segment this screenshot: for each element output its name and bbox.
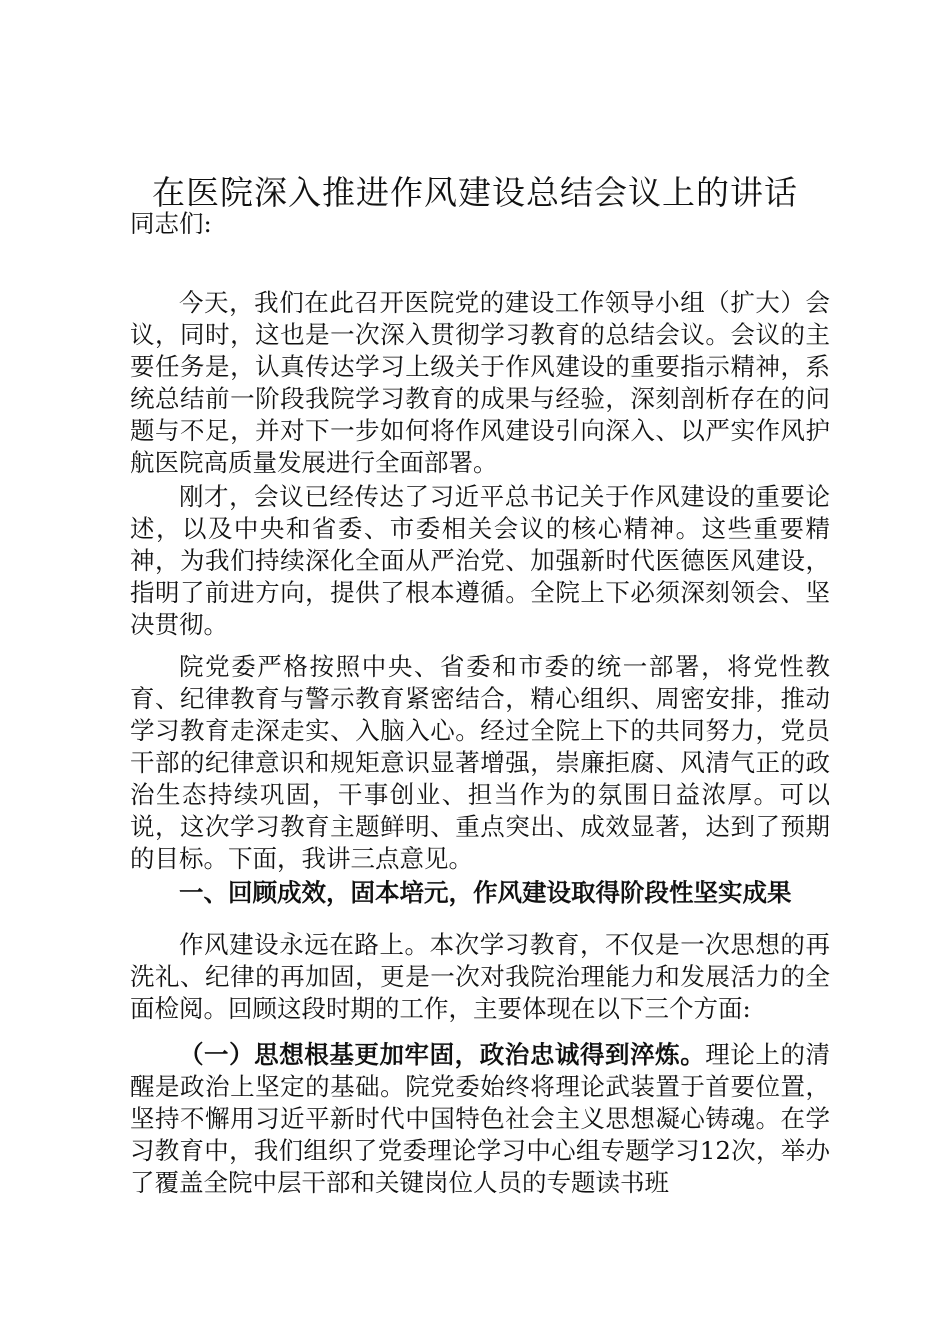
paragraph-conveyed-spirit: 刚才，会议已经传达了习近平总书记关于作风建设的重要论述，以及中央和省委、市委相关会议的核心精神。这些重要精神，为我们持续深化全面从严治党、加强新时代医德医风建设，指明了前进方向，提供了根本遵循。全院上下必须深刻领会、坚决贯彻。 xyxy=(130,482,830,639)
paragraph-sub1 xyxy=(130,1039,830,1199)
paragraph-intro: 今天，我们在此召开医院党的建设工作领导小组（扩大）会议，同时，这也是一次深入贯彻学习教育的总结会议。会议的主要任务是，认真传达学习上级关于作风建设的重要指示精神，系统总结前一阶段我院学习教育的成果与经验，深刻剖析存在的问题与不足，并对下一步如何将作风建设引向深入、以严实作风护航医院高质量发展进行全面部署。 xyxy=(130,288,830,477)
section-heading-1: 一、回顾成效，固本培元，作风建设取得阶段性坚实成果 xyxy=(179,878,792,907)
sub-heading-1: （一）思想根基更加牢固，政治忠诚得到淬炼。 xyxy=(179,1040,706,1069)
document-title: 在医院深入推进作风建设总结会议上的讲话 xyxy=(152,173,798,212)
salutation: 同志们: xyxy=(130,209,212,238)
sub1-text: 理论上的清醒是政治上坚定的基础。院党委始终将理论武装置于首要位置，坚持不懈用习近平新时代中国特色社会主义思想凝心铸魂。在学习教育中，我们组织了党委理论学习中心组专题学习12次，举办了覆盖全院中层干部和关键岗位人员的专题读书班 xyxy=(130,1040,831,1197)
paragraph-party-committee: 院党委严格按照中央、省委和市委的统一部署，将党性教育、纪律教育与警示教育紧密结合，精心组织、周密安排，推动学习教育走深走实、入脑入心。经过全院上下的共同努力，党员干部的纪律意识和规矩意识显著增强，崇廉拒腐、风清气正的政治生态持续巩固，干事创业、担当作为的氛围日益浓厚。可以说，这次学习教育主题鲜明、重点突出、成效显著，达到了预期的目标。下面，我讲三点意见。 xyxy=(130,652,830,873)
paragraph-section1-intro: 作风建设永远在路上。本次学习教育，不仅是一次思想的再洗礼、纪律的再加固，更是一次对我院治理能力和发展活力的全面检阅。回顾这段时期的工作，主要体现在以下三个方面: xyxy=(130,930,830,1023)
